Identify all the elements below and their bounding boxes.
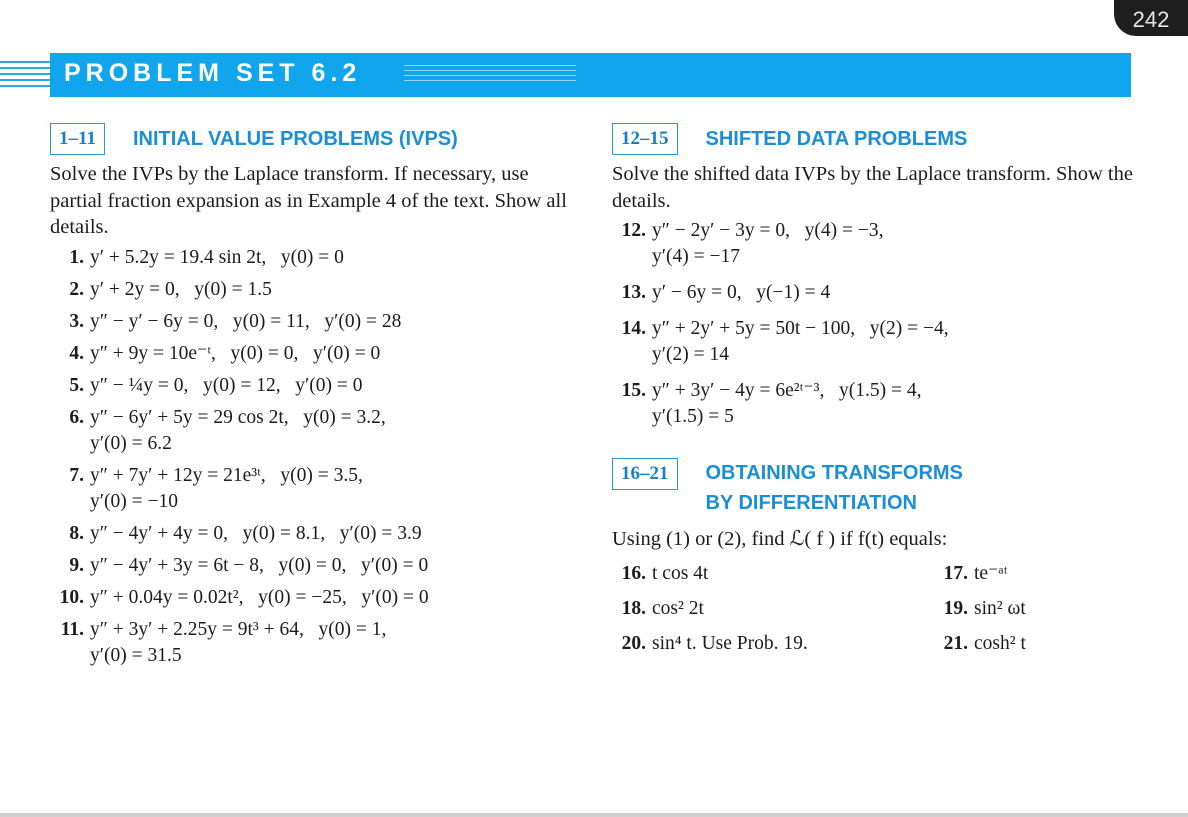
section-intro: Solve the shifted data IVPs by the Laplace transform. Show the details. — [612, 163, 1133, 212]
problem-text: cos² 2t — [652, 597, 704, 619]
problem-number: 6. — [69, 406, 84, 428]
problem-number: 1. — [69, 246, 84, 268]
problem-item — [612, 280, 1142, 306]
problem-item — [50, 617, 575, 669]
right-column — [612, 122, 1142, 657]
problem-item — [934, 561, 1134, 587]
problem-number: 4. — [69, 342, 84, 364]
section-header-shifted — [612, 122, 1142, 155]
problem-text: t cos 4t — [652, 562, 709, 584]
problem-item — [612, 218, 1142, 270]
problem-line: y′(0) = −10 — [90, 490, 178, 512]
problem-item — [50, 585, 575, 611]
section-title — [706, 458, 963, 518]
problem-item — [934, 596, 1134, 622]
problem-item — [612, 316, 1142, 368]
problem-item — [50, 277, 575, 303]
problem-number: 13. — [621, 282, 646, 303]
problem-text: cosh² t — [974, 632, 1026, 654]
problem-number: 15. — [621, 380, 646, 401]
problem-line: y′ + 2y = 0, y(0) = 1.5 — [90, 278, 272, 300]
problem-item — [50, 521, 575, 547]
problem-number: 12. — [621, 220, 646, 241]
problem-line: y″ − 4y′ + 4y = 0, y(0) = 8.1, y′(0) = 3.9 — [90, 522, 422, 544]
problem-line: y″ + 3y′ − 4y = 6e²ᵗ⁻³, y(1.5) = 4, — [652, 380, 922, 401]
problem-line: y″ − 6y′ + 5y = 29 cos 2t, y(0) = 3.2, — [90, 406, 386, 428]
section-title: INITIAL VALUE PROBLEMS (IVPS) — [132, 127, 458, 150]
section-intro: Using (1) or (2), find ℒ( f ) if f(t) equals: — [612, 528, 948, 550]
problem-item — [612, 596, 934, 622]
section-title-line2: BY DIFFERENTIATION — [705, 492, 917, 514]
problem-item — [612, 631, 934, 657]
banner-decoration-lines — [0, 61, 52, 89]
problem-item — [50, 553, 575, 579]
problem-item — [50, 373, 575, 399]
problem-line: y′ + 5.2y = 19.4 sin 2t, y(0) = 0 — [90, 246, 344, 268]
section-range-box: 12–15 — [612, 123, 678, 155]
section-header-ivps — [50, 122, 575, 155]
problem-number: 21. — [943, 632, 968, 654]
problem-item — [50, 463, 575, 515]
problem-line: y″ − y′ − 6y = 0, y(0) = 11, y′(0) = 28 — [90, 310, 402, 332]
problem-line: y″ − 4y′ + 3y = 6t − 8, y(0) = 0, y′(0) = 0 — [90, 554, 429, 576]
problem-line: y″ + 0.04y = 0.02t², y(0) = −25, y′(0) = 0 — [90, 586, 429, 608]
problem-number: 3. — [69, 310, 84, 332]
bottom-divider — [0, 813, 1188, 817]
problem-item — [934, 631, 1134, 657]
problem-line: y″ + 2y′ + 5y = 50t − 100, y(2) = −4, — [652, 318, 949, 339]
problem-number: 10. — [59, 586, 84, 608]
section-header-transforms — [612, 458, 1142, 518]
banner-title: PROBLEM SET 6.2 — [64, 59, 362, 87]
problem-list-shifted — [612, 218, 1142, 430]
problem-number: 8. — [69, 522, 84, 544]
problem-line: y′(4) = −17 — [652, 246, 740, 267]
problem-number: 11. — [60, 618, 84, 640]
problem-item — [50, 405, 575, 457]
problem-number: 17. — [943, 562, 968, 584]
problem-number: 16. — [621, 562, 646, 584]
problem-number: 19. — [943, 597, 968, 619]
page-number: 242 — [1114, 0, 1188, 36]
problem-line: y″ − ¼y = 0, y(0) = 12, y′(0) = 0 — [90, 374, 363, 396]
problem-grid-transforms — [612, 561, 1142, 657]
section-range-box: 16–21 — [612, 458, 678, 490]
problem-line: y″ + 7y′ + 12y = 21e³ᵗ, y(0) = 3.5, — [90, 464, 363, 486]
problem-text: te⁻ᵃᵗ — [974, 562, 1008, 584]
problem-item — [612, 561, 934, 587]
problem-line: y″ + 9y = 10e⁻ᵗ, y(0) = 0, y′(0) = 0 — [90, 342, 381, 364]
problem-line: y″ − 2y′ − 3y = 0, y(4) = −3, — [652, 220, 884, 241]
section-title-line1: OBTAINING TRANSFORMS — [705, 462, 963, 484]
section-range-box: 1–11 — [50, 123, 105, 155]
problem-list-ivps — [50, 245, 575, 669]
problem-number: 9. — [69, 554, 84, 576]
problem-item — [612, 378, 1142, 430]
problem-item — [50, 245, 575, 271]
banner-stripes — [404, 65, 576, 85]
problem-number: 7. — [69, 464, 84, 486]
problem-number: 18. — [621, 597, 646, 619]
problem-number: 5. — [69, 374, 84, 396]
problem-number: 20. — [621, 632, 646, 654]
problem-text: sin² ωt — [974, 597, 1026, 619]
section-title: SHIFTED DATA PROBLEMS — [705, 127, 968, 150]
problem-line: y″ + 3y′ + 2.25y = 9t³ + 64, y(0) = 1, — [90, 618, 387, 640]
problem-line: y′(0) = 6.2 — [90, 432, 172, 454]
problem-line: y′(2) = 14 — [652, 344, 730, 365]
problem-set-banner — [50, 53, 1131, 97]
problem-number: 2. — [69, 278, 84, 300]
problem-item — [50, 309, 575, 335]
problem-line: y′(0) = 31.5 — [90, 644, 182, 666]
section-intro: Solve the IVPs by the Laplace transform. If necessary, use partial fraction expansion as in Example 4 of the text. Show all details. — [50, 163, 567, 238]
problem-item — [50, 341, 575, 367]
problem-number: 14. — [621, 318, 646, 339]
problem-text: sin⁴ t. Use Prob. 19. — [652, 632, 808, 654]
problem-line: y′ − 6y = 0, y(−1) = 4 — [652, 282, 831, 303]
left-column — [50, 122, 575, 669]
problem-line: y′(1.5) = 5 — [652, 406, 734, 427]
